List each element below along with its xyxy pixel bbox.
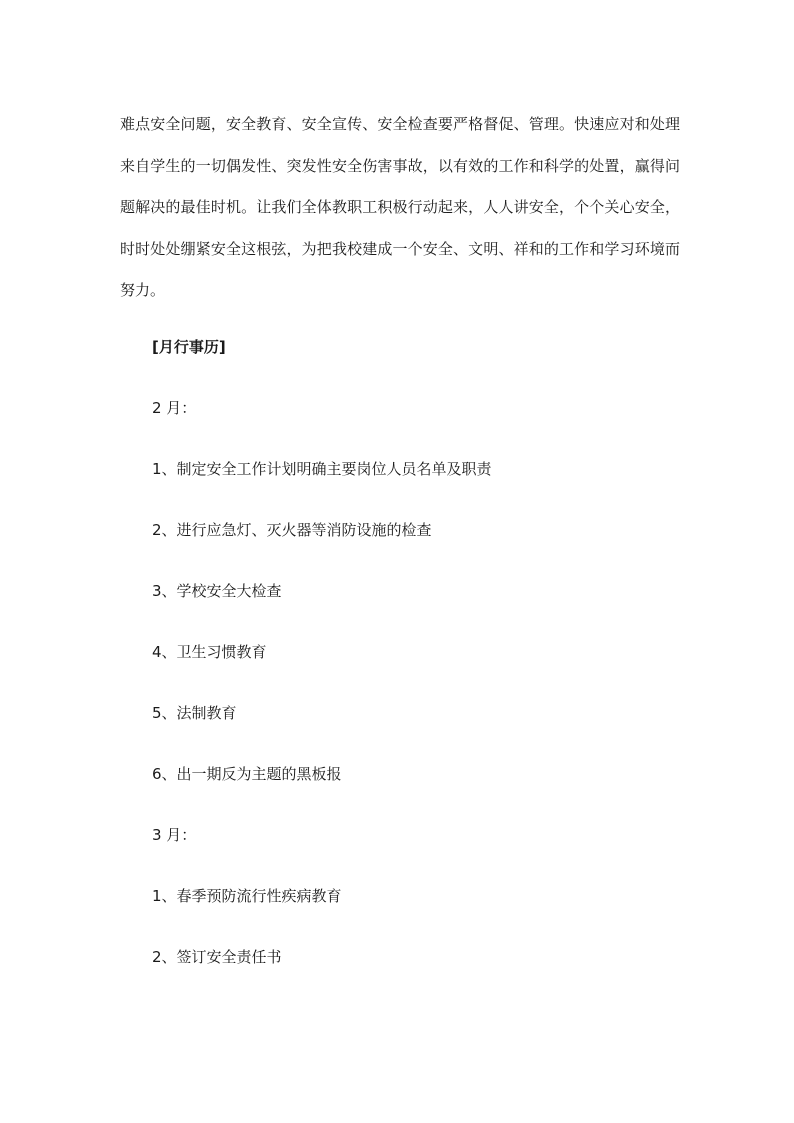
list-item: 1、制定安全工作计划明确主要岗位人员名单及职责	[152, 460, 492, 478]
list-item: 6、出一期反为主题的黑板报	[152, 765, 342, 783]
intro-paragraph: 难点安全问题，安全教育、安全宣传、安全检查要严格督促、管理。快速应对和处理来自学生的一切偶发性、突发性安全伤害事故，以有效的工作和科学的处置，赢得问题解决的最佳时机。让我们全体教职工积极行动起来，人人讲安全，个个关心安全，时时处处绷紧安全这根弦，为把我校建成一个安全、文明、祥和的工作和学习环境而努力。	[120, 115, 680, 299]
list-item: 2、进行应急灯、灭火器等消防设施的检查	[152, 521, 432, 539]
list-item: 2、签订安全责任书	[152, 948, 282, 966]
list-item: 1、春季预防流行性疾病教育	[152, 887, 342, 905]
month-label-february: 2 月：	[152, 399, 197, 417]
section-heading: [月行事历]	[152, 338, 226, 356]
list-item: 5、法制教育	[152, 704, 237, 722]
month-label-march: 3 月：	[152, 826, 197, 844]
list-item: 3、学校安全大检查	[152, 582, 282, 600]
list-item: 4、卫生习惯教育	[152, 643, 267, 661]
